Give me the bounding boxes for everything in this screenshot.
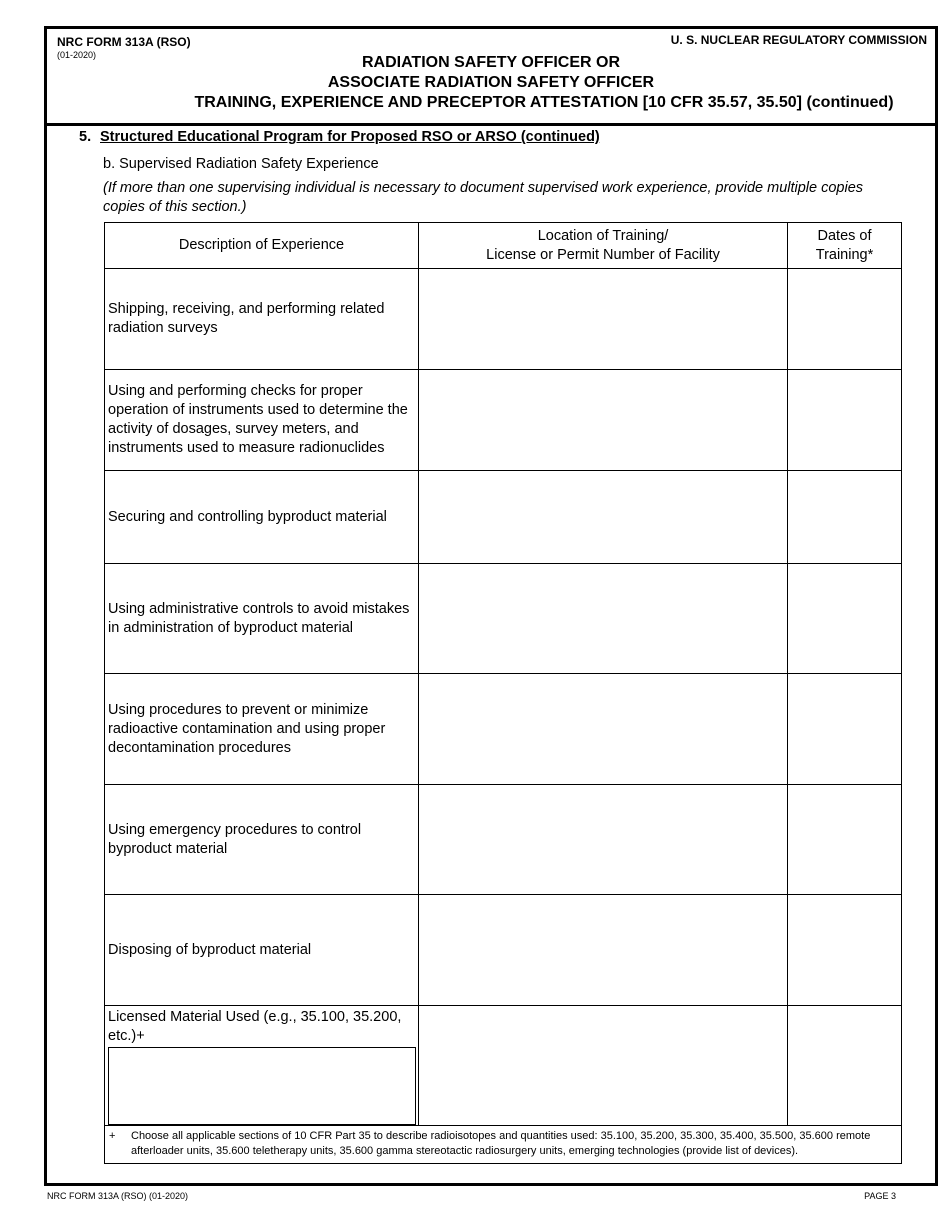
footnote-text: Choose all applicable sections of 10 CFR Part 35 to describe radioisotopes and quantities used: 35.100, 35.200, 35.300, 35.400, 35.500, 35.600 remote afterloader units, 35.600 teletherapy units, 35.600 gamma stereotactic radiosurgery units, emerging technologies (provide list of devices). — [131, 1130, 871, 1157]
licensed-material-input[interactable] — [108, 1047, 416, 1125]
location-field[interactable] — [419, 269, 788, 370]
table-row — [105, 895, 902, 1006]
location-header-line-1: Location of Training/ — [537, 227, 669, 244]
licensed-material-label: Licensed Material Used (e.g., 35.100, 35.200, etc.)+ — [108, 1009, 402, 1044]
table-row — [105, 370, 902, 471]
location-field[interactable] — [419, 674, 788, 785]
location-field[interactable] — [419, 370, 788, 471]
section-title-text: Structured Educational Program for Proposed RSO or ARSO (continued) — [100, 129, 600, 145]
subsection-title: b. Supervised Radiation Safety Experience — [103, 156, 379, 172]
form-title — [47, 53, 935, 113]
location-header-line-2: License or Permit Number of Facility — [486, 246, 720, 263]
title-line-3: TRAINING, EXPERIENCE AND PRECEPTOR ATTESTATION [10 CFR 35.57, 35.50] (continued) — [194, 94, 894, 111]
form-frame — [44, 26, 938, 1186]
location-field[interactable] — [419, 471, 788, 564]
title-line-2: ASSOCIATE RADIATION SAFETY OFFICER — [327, 74, 655, 91]
footnote-row — [105, 1126, 902, 1164]
form-date: (01-2020) — [57, 50, 97, 60]
dates-field[interactable] — [788, 269, 902, 370]
table-row — [105, 564, 902, 674]
location-field[interactable] — [419, 1006, 788, 1126]
dates-header — [788, 223, 902, 269]
form-header — [47, 29, 935, 126]
dates-field[interactable] — [788, 1006, 902, 1126]
footnote-mark: + — [109, 1130, 116, 1142]
experience-description: Using emergency procedures to control byproduct material — [105, 785, 419, 895]
table-row — [105, 269, 902, 370]
dates-field[interactable] — [788, 895, 902, 1006]
experience-description: Shipping, receiving, and performing related radiation surveys — [105, 269, 419, 370]
dates-header-line-2: Training* — [815, 246, 874, 263]
experience-description: Disposing of byproduct material — [105, 895, 419, 1006]
agency-name: U. S. NUCLEAR REGULATORY COMMISSION — [670, 33, 927, 47]
dates-field[interactable] — [788, 370, 902, 471]
experience-description: Using procedures to prevent or minimize radioactive contamination and using proper decontamination procedures — [105, 674, 419, 785]
dates-header-line-1: Dates of — [817, 227, 872, 244]
dates-field[interactable] — [788, 564, 902, 674]
location-field[interactable] — [419, 785, 788, 895]
location-field[interactable] — [419, 895, 788, 1006]
title-line-1: RADIATION SAFETY OFFICER OR — [361, 54, 621, 71]
location-header — [419, 223, 788, 269]
dates-field[interactable] — [788, 471, 902, 564]
footnote-cell — [105, 1126, 902, 1164]
table-header-row — [105, 223, 902, 269]
table-row — [105, 471, 902, 564]
experience-description: Using and performing checks for proper operation of instruments used to determine the activity of dosages, survey meters, and instruments used to measure radionuclides — [105, 370, 419, 471]
table-row — [105, 674, 902, 785]
experience-description: Securing and controlling byproduct material — [105, 471, 419, 564]
page-number: PAGE 3 — [864, 1191, 896, 1201]
dates-field[interactable] — [788, 785, 902, 895]
dates-field[interactable] — [788, 674, 902, 785]
section-title — [79, 129, 600, 145]
licensed-material-row — [105, 1006, 902, 1126]
location-field[interactable] — [419, 564, 788, 674]
section-number: 5. — [79, 129, 92, 145]
form-number: NRC FORM 313A (RSO) — [57, 35, 191, 49]
footer-form-number: NRC FORM 313A (RSO) (01-2020) — [47, 1191, 189, 1201]
licensed-material-cell — [105, 1006, 419, 1126]
table-row — [105, 785, 902, 895]
description-header: Description of Experience — [105, 223, 419, 269]
experience-description: Using administrative controls to avoid mistakes in administration of byproduct material — [105, 564, 419, 674]
experience-table — [104, 222, 902, 1164]
instruction-note: (If more than one supervising individual is necessary to document supervised work experience, provide multiple copies copies of this section.) — [103, 180, 864, 215]
